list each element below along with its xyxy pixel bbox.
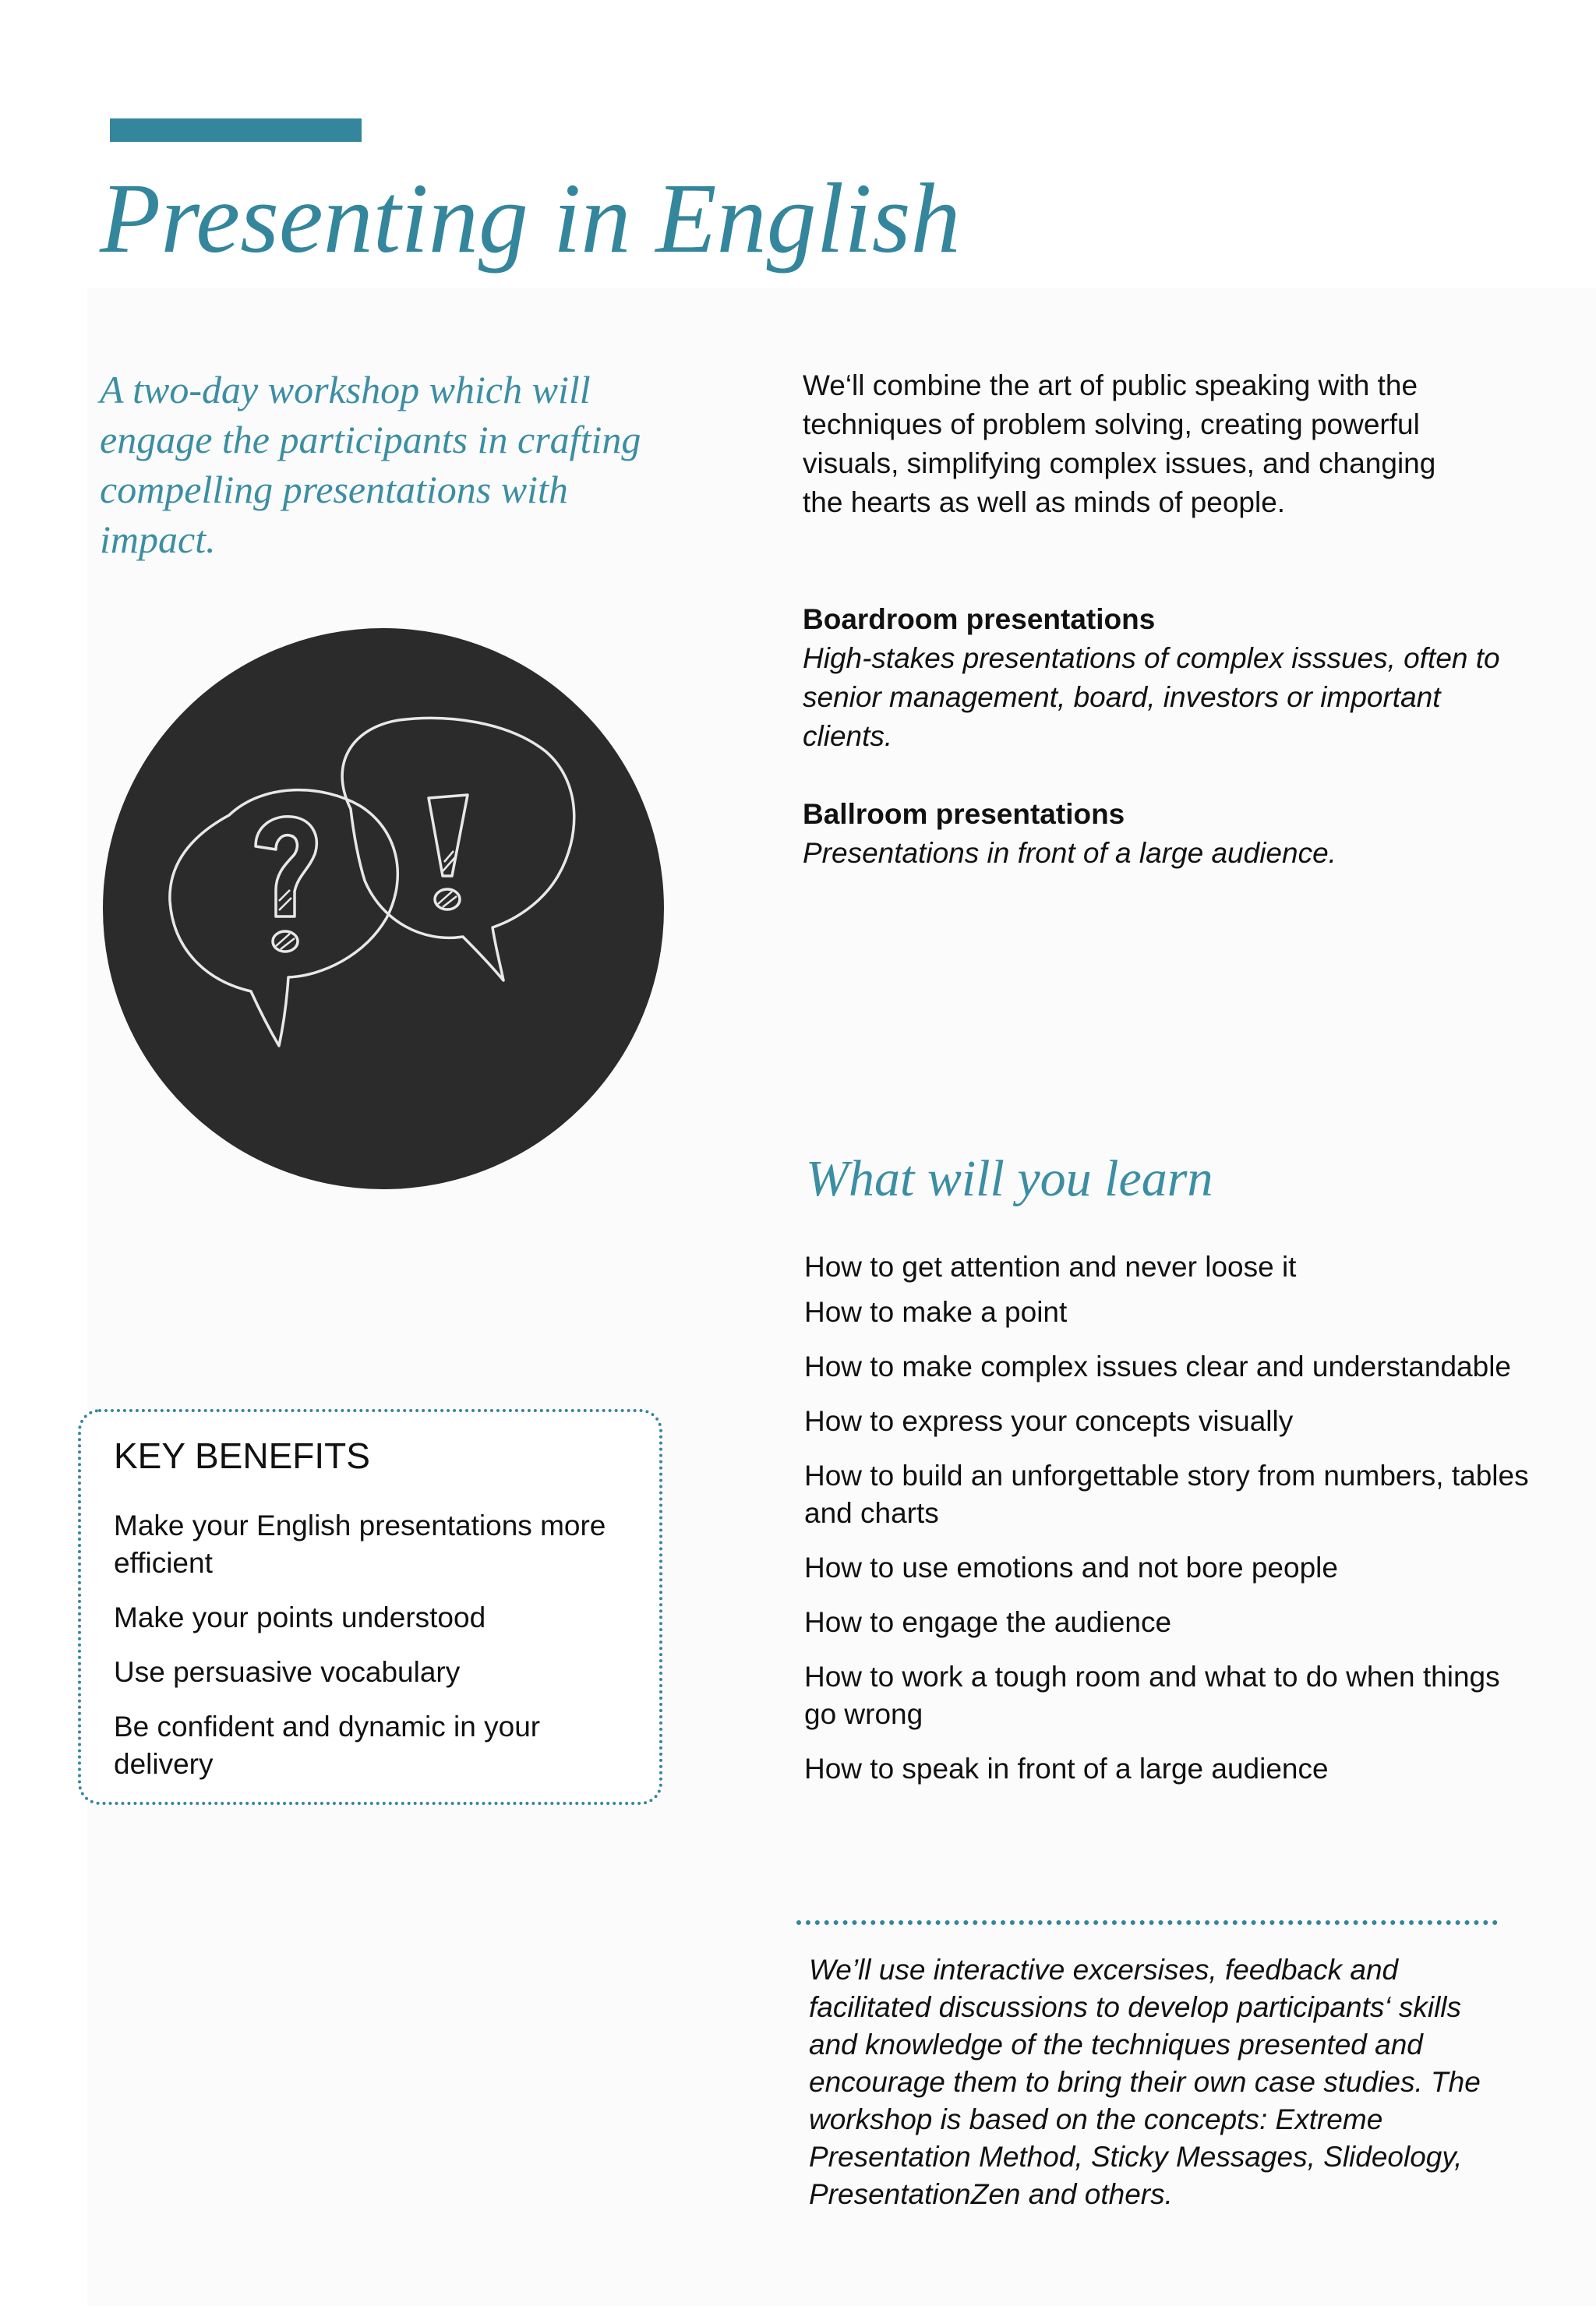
boardroom-heading: Boardroom presentations (803, 603, 1156, 635)
methodology-note: We’ll use interactive excersises, feedback and facilitated discussions to develop participants‘ skills and knowledge of the techniques presented and encourage them to bring their own case studies. The workshop is based on the concepts: Extreme Presentation Method, Sticky Messages, Slideology, PresentationZen and others. (809, 1954, 1481, 2210)
benefit-item: Make your English presentations more efficient (114, 1510, 606, 1579)
ballroom-presentations-section (803, 795, 1504, 873)
boardroom-presentations-section (803, 600, 1504, 756)
learn-item: How to engage the audience (804, 1606, 1172, 1638)
page-title: Presenting in English (100, 163, 961, 274)
boardroom-description: High-stakes presentations of complex isssues, often to senior management, board, investors or important clients. (803, 642, 1500, 752)
intro-paragraph: We‘ll combine the art of public speaking with the techniques of problem solving, creating powerful visuals, simplifying complex issues, and changing the hearts as well as minds of people. (803, 369, 1436, 518)
key-benefits-list (114, 1507, 628, 1800)
ballroom-heading: Ballroom presentations (803, 798, 1125, 830)
learn-item: How to make a point (804, 1296, 1068, 1328)
learn-item: How to work a tough room and what to do when things go wrong (804, 1661, 1500, 1730)
key-benefits-title: KEY BENEFITS (114, 1436, 370, 1476)
learn-item: How to express your concepts visually (804, 1405, 1294, 1437)
learn-section-title: What will you learn (806, 1150, 1213, 1207)
speech-bubbles-illustration (103, 628, 664, 1189)
benefit-item: Use persuasive vocabulary (114, 1656, 461, 1688)
key-benefits-box (78, 1409, 662, 1805)
learn-item: How to speak in front of a large audience (804, 1753, 1329, 1785)
learn-list (804, 1248, 1537, 1805)
dotted-divider (796, 1920, 1498, 1925)
benefit-item: Make your points understood (114, 1601, 486, 1633)
learn-item: How to build an unforgettable story from numbers, tables and charts (804, 1460, 1529, 1529)
ballroom-description: Presentations in front of a large audience. (803, 837, 1336, 869)
title-accent-bar (110, 118, 362, 142)
learn-item: How to get attention and never loose it (804, 1251, 1297, 1283)
learn-item: How to make complex issues clear and understandable (804, 1351, 1511, 1383)
benefit-item: Be confident and dynamic in your delivery (114, 1711, 541, 1780)
learn-item: How to use emotions and not bore people (804, 1552, 1338, 1584)
workshop-tagline: A two-day workshop which will engage the participants in crafting compelling presentations with impact. (100, 368, 641, 561)
